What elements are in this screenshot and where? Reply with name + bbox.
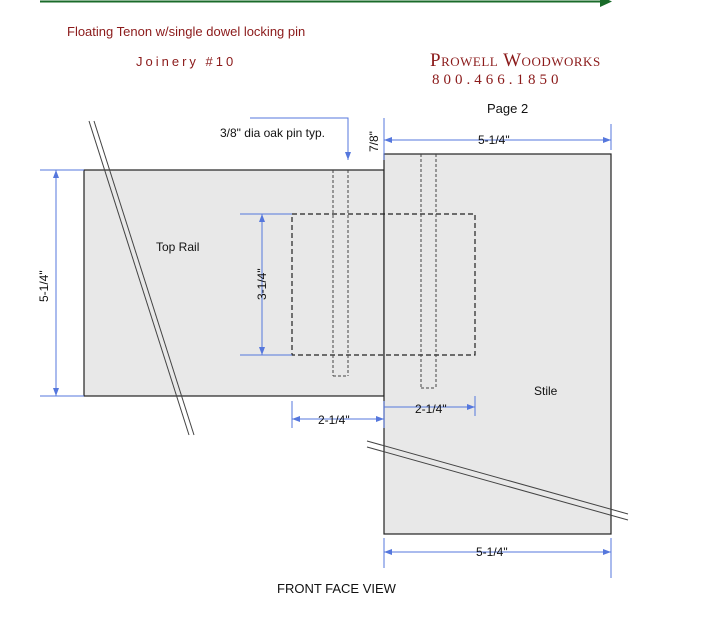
top-rail-board xyxy=(84,170,384,396)
joinery-number: Joinery #10 xyxy=(136,54,237,69)
stile-width-bottom-label: 5-1/4" xyxy=(476,545,508,559)
company-name: Prowell Woodworks xyxy=(430,50,601,71)
pin-offset-label: 7/8" xyxy=(367,131,381,152)
tenon-depth-stile-label: 2-1/4" xyxy=(415,402,447,416)
company-phone: 800.466.1850 xyxy=(432,72,563,88)
diagram-title: Floating Tenon w/single dowel locking pin xyxy=(67,24,306,39)
page-number: Page 2 xyxy=(487,101,529,116)
rail-height-label: 5-1/4" xyxy=(37,270,51,302)
stile-width-top-label: 5-1/4" xyxy=(478,133,510,147)
view-label: FRONT FACE VIEW xyxy=(277,581,396,596)
pin-note-label: 3/8" dia oak pin typ. xyxy=(220,126,325,140)
tenon-depth-rail-label: 2-1/4" xyxy=(318,413,350,427)
stile-label: Stile xyxy=(534,384,558,398)
top-arrow xyxy=(40,0,612,7)
tenon-height-label: 3-1/4" xyxy=(255,268,269,300)
top-rail-label: Top Rail xyxy=(156,240,200,254)
